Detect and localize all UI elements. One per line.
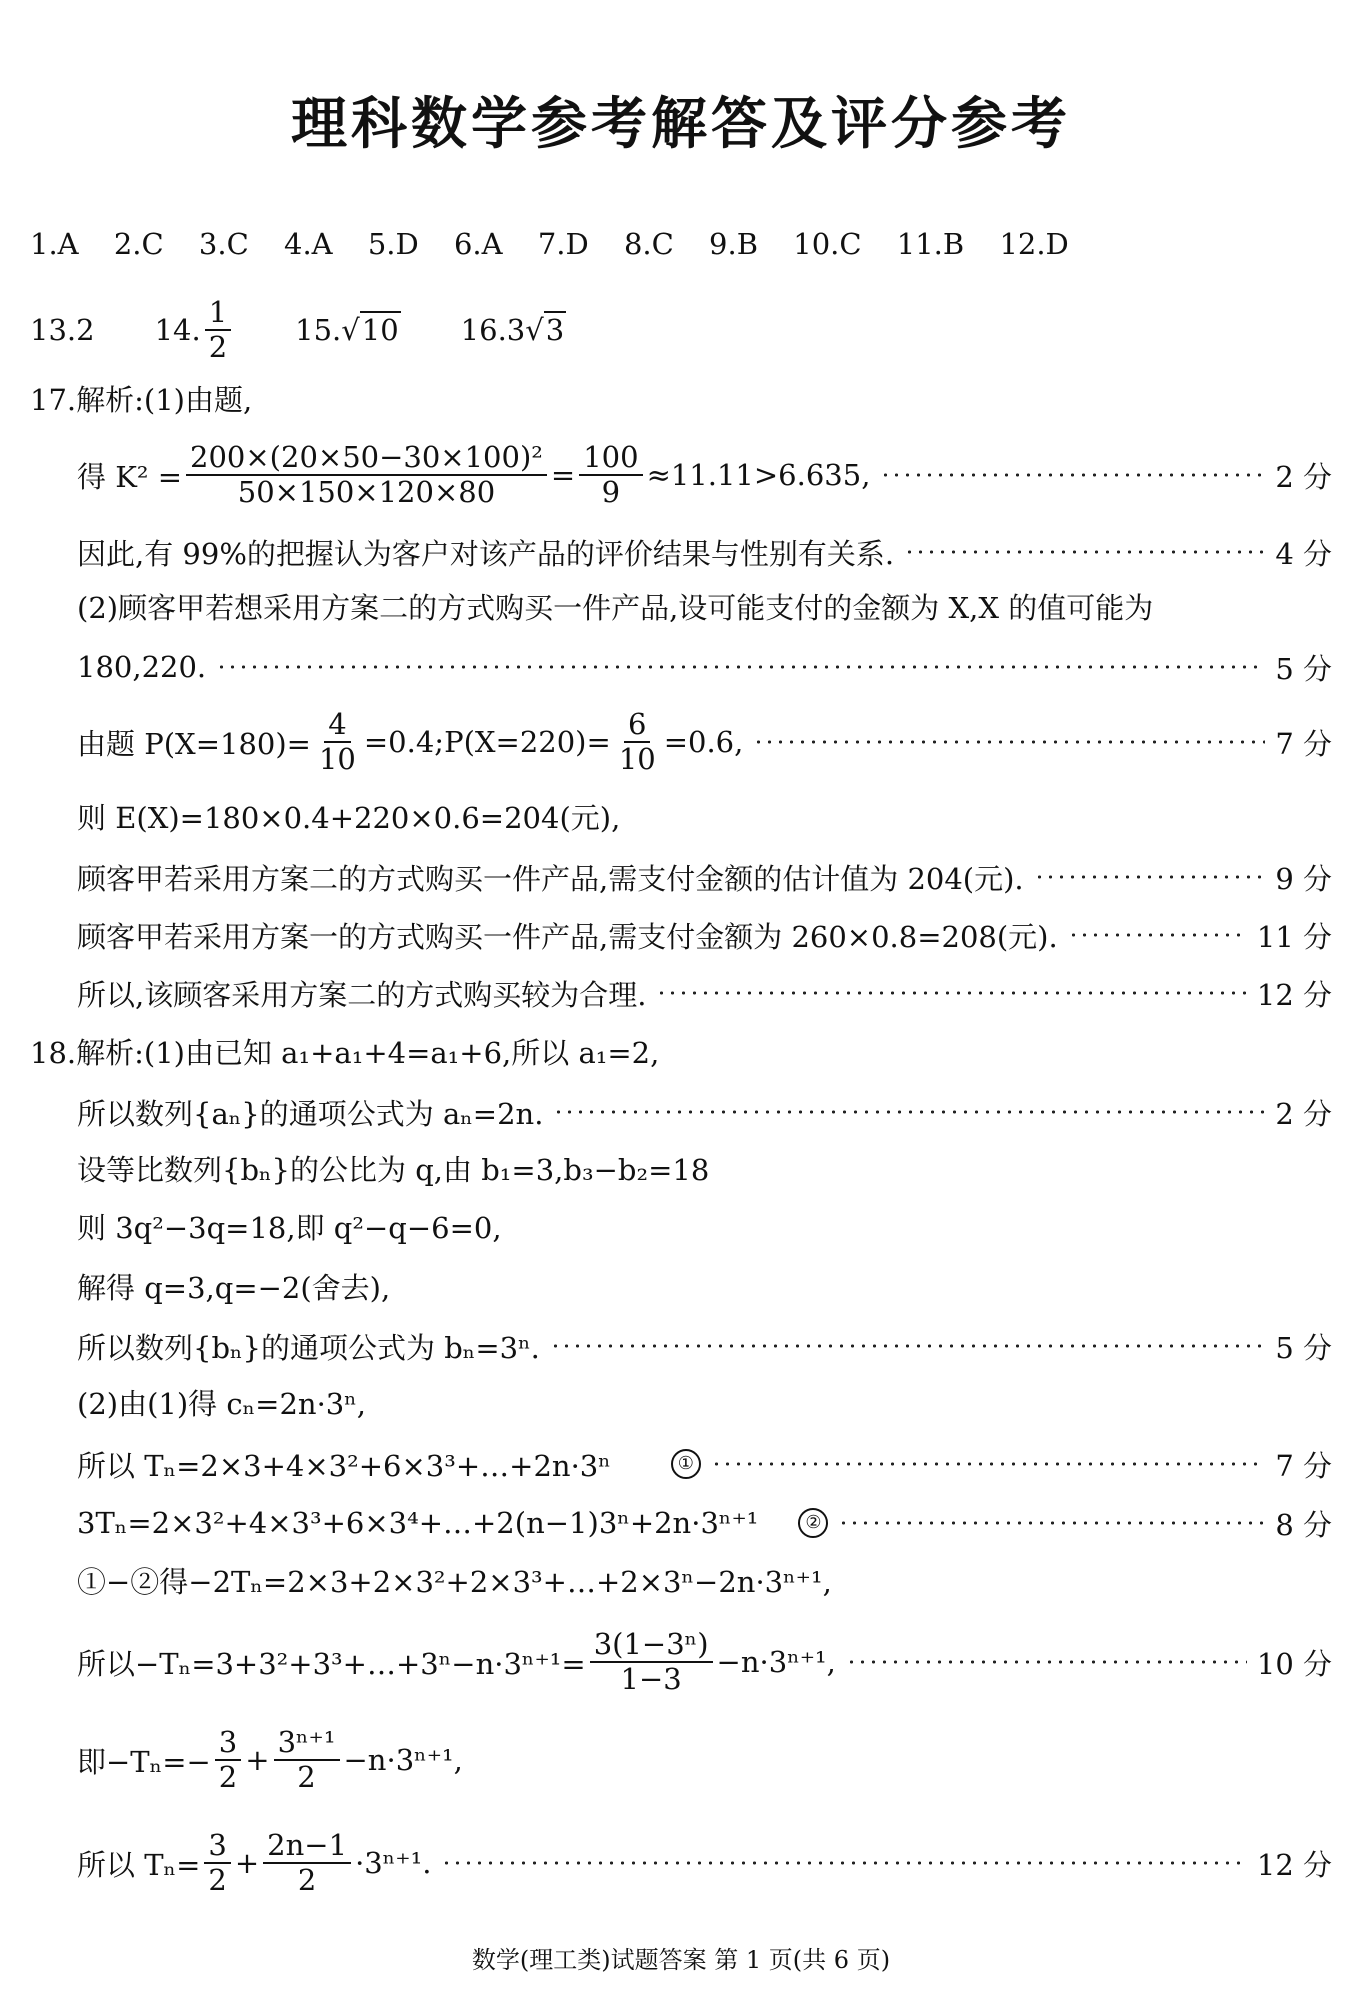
fraction: $\frac{\text{200×(20×50−30×100)²}}{50\times 150\times 120\times 80}$ [186,441,547,510]
dot-leader [656,991,1246,995]
score: 8 分 [1275,1507,1332,1542]
fraction: $\frac{100}{9}$ [579,441,642,510]
score: 9 分 [1275,861,1332,896]
q18-line-12: 即−Tₙ=− $\frac{3}{2}$ + $\frac{\text{3ⁿ⁺¹}}{2}$ −n·3ⁿ⁺¹, [77,1724,463,1794]
q18-line-7: (2)由(1)得 cₙ=2n·3ⁿ, [77,1387,367,1421]
fraction: $\frac{\text{3ⁿ⁺¹}}{2}$ [274,1726,340,1795]
dot-leader [838,1521,1265,1525]
q18-line-9: 3Tₙ=2×3²+4×3³+6×3⁴+…+2(n−1)3ⁿ+2n·3ⁿ⁺¹ ② 8 分 [77,1503,1332,1543]
q18-line-6: 所以数列{bₙ}的通项公式为 bₙ=3ⁿ. 5 分 [77,1326,1332,1366]
q18-line-11: 所以−Tₙ=3+3²+3³+…+3ⁿ−n·3ⁿ⁺¹= $\frac{\text{3(1−3ⁿ)}}{1-3}$ −n·3ⁿ⁺¹, 10 分 [77,1626,1332,1696]
fraction: $\frac{3}{2}$ [215,1726,241,1795]
answer-9: 9.B [709,227,759,261]
dot-leader [553,1110,1265,1114]
answer-1: 1.A [30,227,79,261]
answer-5: 5.D [367,227,419,261]
answer-3: 3.C [198,227,249,261]
q18-header: 18.解析:(1)由已知 a₁+a₁+4=a₁+6,所以 a₁=2, [30,1036,660,1070]
choice-answers [30,224,1095,264]
q18-line-3: 设等比数列{bₙ}的公比为 q,由 b₁=3,b₃−b₂=18 [77,1153,710,1187]
q17-line-9: 所以,该顾客采用方案二的方式购买较为合理. 12 分 [77,973,1332,1013]
score: 10 分 [1256,1646,1332,1681]
q17-line-prob: 由题 P(X=180)= $\frac{4}{10}$ =0.4;P(X=220)= $\frac{6}{10}$ =0.6, 7 分 [77,706,1332,776]
answer-7: 7.D [537,227,589,261]
q17-line-2: 因此,有 99%的把握认为客户对该产品的评价结果与性别有关系. 4 分 [77,532,1332,572]
fill-answers [30,296,566,365]
q17-line-6: 则 E(X)=180×0.4+220×0.6=204(元), [77,801,621,835]
dot-leader [550,1344,1265,1348]
q18-line-8: 所以 Tₙ=2×3+4×3²+6×3³+…+2n·3ⁿ ① 7 分 [77,1444,1332,1484]
score: 5 分 [1275,1330,1332,1365]
dot-leader [880,473,1265,477]
circled-two-marker: ② [798,1508,828,1538]
score: 12 分 [1256,1847,1332,1882]
circled-one-marker: ① [671,1449,701,1479]
score: 4 分 [1275,536,1332,571]
dot-leader [441,1861,1246,1865]
answer-4: 4.A [284,227,333,261]
q18-line-13: 所以 Tₙ= $\frac{3}{2}$ + $\frac{2n-1}{2}$ ·3ⁿ⁺¹. 12 分 [77,1827,1332,1897]
fraction: $\frac{\text{3(1−3ⁿ)}}{1-3}$ [590,1628,713,1697]
q17-line-8: 顾客甲若采用方案一的方式购买一件产品,需支付金额为 260×0.8=208(元). 11 分 [77,915,1332,955]
answer-2: 2.C [113,227,164,261]
sqrt-symbol: √ [341,313,360,348]
score: 11 分 [1256,919,1332,954]
fraction: $\frac{1}{2}$ [205,296,231,365]
q18-line-4: 则 3q²−3q=18,即 q²−q−6=0, [77,1211,502,1245]
sqrt-symbol: √ [525,313,544,348]
answer-14: 14. $\frac{1}{2}$ [155,296,236,365]
fraction: $\frac{4}{10}$ [318,706,356,776]
q17-line-3: (2)顾客甲若想采用方案二的方式购买一件产品,设可能支付的金额为 X,X 的值可能为 [77,591,1154,625]
page-title: 理科数学参考解答及评分参考 [291,92,1071,157]
score: 2 分 [1275,1096,1332,1131]
score: 5 分 [1275,651,1332,686]
dot-leader [216,665,1265,669]
q18-line-10: ①−②得−2Tₙ=2×3+2×3²+2×3³+…+2×3ⁿ−2n·3ⁿ⁺¹, [77,1565,832,1599]
q17-line-k2: 得 K² = $\frac{\text{200×(20×50−30×100)²}}{50\times 150\times 120\times 80}$ = $\frac{100}{9}$ ≈11.11>6.635, 2 分 [77,439,1332,509]
answer-16: 16.3√3 [460,313,565,348]
dot-leader [711,1462,1266,1466]
q17-line-7: 顾客甲若采用方案二的方式购买一件产品,需支付金额的估计值为 204(元). 9 分 [77,857,1332,897]
answer-11: 11.B [896,227,965,261]
score: 12 分 [1256,977,1332,1012]
answer-15: 15.√10 [295,313,399,348]
fraction: $\frac{6}{10}$ [618,706,656,776]
score: 7 分 [1275,726,1332,761]
answer-8: 8.C [623,227,674,261]
answer-6: 6.A [453,227,503,261]
q18-line-5: 解得 q=3,q=−2(舍去), [77,1271,391,1305]
answer-13: 13.2 [30,313,95,348]
fraction: $\frac{3}{2}$ [204,1829,230,1898]
dot-leader [1034,875,1266,879]
answer-10: 10.C [793,227,862,261]
score: 2 分 [1275,459,1332,494]
q17-header: 17.解析:(1)由题, [30,383,253,417]
answer-12: 12.D [999,227,1069,261]
dot-leader [846,1660,1247,1664]
score: 7 分 [1275,1448,1332,1483]
dot-leader [1068,933,1247,937]
page-footer: 数学(理工类)试题答案 第 1 页(共 6 页) [471,1946,891,1974]
dot-leader [753,740,1265,744]
q18-line-2: 所以数列{aₙ}的通项公式为 aₙ=2n. 2 分 [77,1092,1332,1132]
q17-line-4: 180,220. 5 分 [77,647,1332,687]
fraction: $\frac{2n-1}{2}$ [263,1829,351,1898]
dot-leader [904,550,1265,554]
